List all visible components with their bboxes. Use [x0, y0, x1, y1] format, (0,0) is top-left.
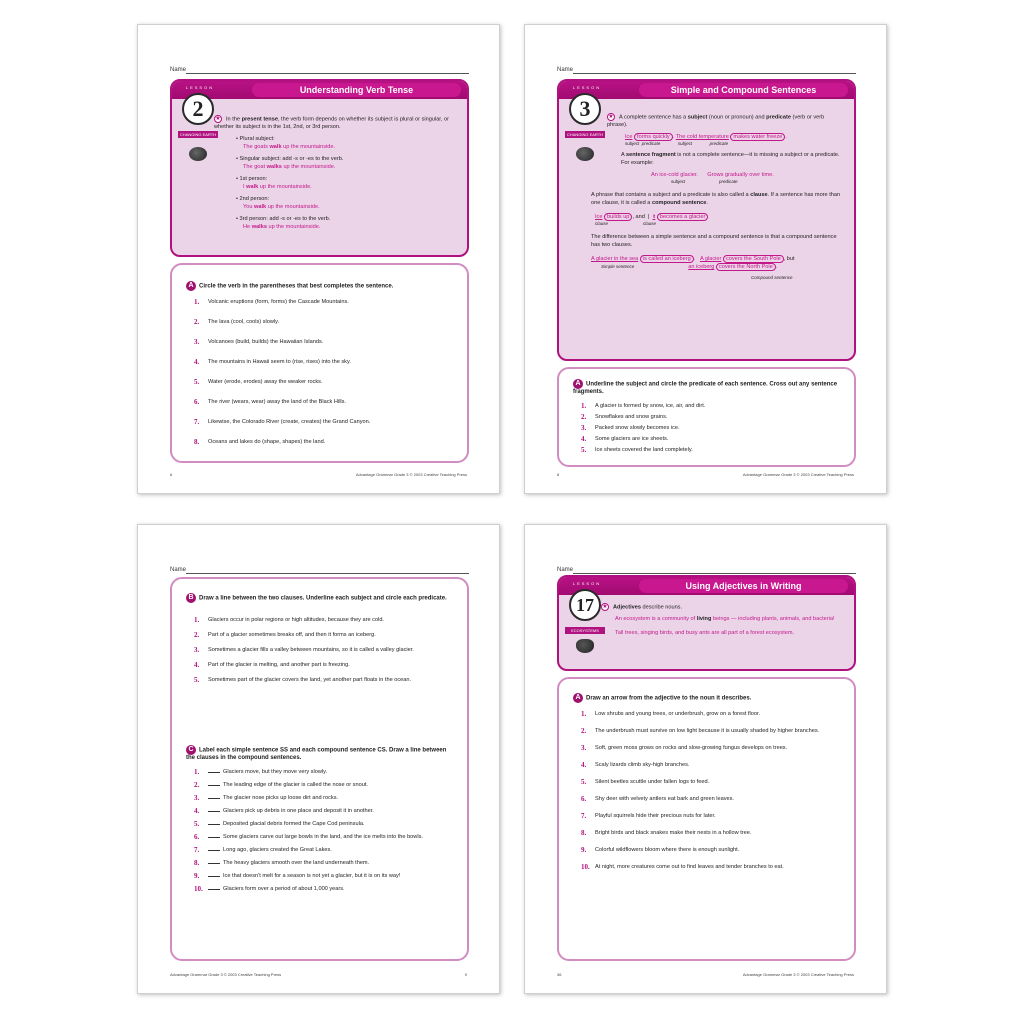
name-label: Name: [170, 67, 187, 73]
activity-a-panel: [557, 367, 856, 467]
exercise-list-c: [194, 769, 455, 899]
activity-bc-panel: [170, 577, 469, 961]
exercise-item: [194, 847, 455, 854]
activity-letter: A: [186, 281, 196, 291]
simple-compound-example: A glacier in the sea is called an iceberg . A glacier covers the South Pole , but: [591, 256, 795, 263]
item-number: 9.: [194, 872, 200, 880]
exercise-item: [194, 873, 455, 880]
exercise-item: [581, 745, 842, 752]
name-line: [186, 573, 469, 574]
item-number: 1.: [581, 402, 587, 410]
lesson-number: 2: [182, 93, 214, 125]
item-number: 4.: [581, 435, 587, 443]
item-text: Ice that doesn't melt for a season is not yet a glacier, but it is on its way!: [223, 873, 401, 879]
example-1-labels: subject predicate subject predicate: [625, 141, 729, 147]
lesson-subject: CHANGING EARTH: [566, 132, 604, 137]
rule-item: • Singular subject: add -s or -es to the verb. The goat walks up the mountainside.: [236, 156, 344, 171]
item-text: Soft, green moss grows on rocks and slow-growing fungus develops on trees.: [595, 745, 788, 751]
item-number: 4.: [194, 358, 200, 366]
exercise-item: [581, 830, 842, 837]
worksheet-page-sentences: [524, 24, 887, 494]
item-text: The underbrush must survive on low light because it is usually shaded by higher branches.: [595, 728, 820, 734]
name-label: Name: [557, 567, 574, 573]
lesson-title: Simple and Compound Sentences: [639, 83, 848, 97]
item-number: 3.: [581, 424, 587, 432]
item-number: 5.: [581, 778, 587, 786]
exercise-item: [581, 425, 842, 432]
lesson-header: [172, 81, 467, 99]
item-text: Part of a glacier sometimes breaks off, and then it forms an iceberg.: [208, 632, 376, 638]
exercise-item: [194, 808, 455, 815]
exercise-item: [194, 886, 455, 893]
item-text: Glaciers move, but they move very slowly.: [223, 769, 328, 775]
item-text: Long ago, glaciers created the Great Lakes.: [223, 847, 332, 853]
item-text: Oceans and lakes do (shape, shapes) the land.: [208, 439, 326, 445]
page-number: 36: [557, 972, 562, 977]
rule-item: • 1st person: I walk up the mountainside.: [236, 176, 312, 191]
item-number: 2.: [194, 631, 200, 639]
activity-letter: C: [186, 745, 196, 755]
item-text: Glaciers pick up debris in one place and deposit it in another.: [223, 808, 374, 814]
star-icon: ★: [215, 116, 221, 122]
item-number: 3.: [194, 646, 200, 654]
item-number: 7.: [194, 418, 200, 426]
activity-a-panel: [557, 677, 856, 961]
page-number: 6: [170, 472, 173, 477]
exercise-item: [581, 436, 842, 443]
item-text: Scaly lizards climb sky-high branches.: [595, 762, 690, 768]
answer-blank[interactable]: [208, 772, 220, 773]
item-text: Part of the glacier is melting, and another part is freezing.: [208, 662, 350, 668]
item-number: 2.: [581, 413, 587, 421]
item-number: 5.: [581, 446, 587, 454]
activity-letter: A: [573, 693, 583, 703]
item-text: Glaciers form over a period of about 1,000 years.: [223, 886, 345, 892]
exercise-item: [194, 632, 455, 639]
exercise-item: [194, 782, 455, 789]
item-number: 9.: [581, 846, 587, 854]
clause-example: Ice builds up , and | it becomes a glacier: [595, 213, 846, 221]
exercise-item: [194, 399, 455, 406]
item-number: 10.: [581, 863, 590, 871]
answer-blank[interactable]: [208, 876, 220, 877]
example-2: Tall trees, singing birds, and busy ants are all part of a forest ecosystem.: [615, 630, 795, 637]
item-text: The glacier nose picks up loose dirt and rocks.: [223, 795, 339, 801]
item-number: 2.: [581, 727, 587, 735]
name-line: [186, 73, 469, 74]
exercise-item: [194, 647, 455, 654]
exercise-item: [581, 779, 842, 786]
item-text: Snowflakes and snow grains.: [595, 414, 668, 420]
exercise-item: [581, 762, 842, 769]
item-number: 1.: [194, 298, 200, 306]
footer-credit: Advantage Grammar Grade 3 © 2003 Creative Teaching Press: [170, 972, 282, 977]
activity-instruction: A Draw an arrow from the adjective to the noun it describes.: [573, 693, 842, 703]
item-number: 8.: [194, 438, 200, 446]
exercise-item: [194, 299, 455, 306]
star-icon: ★: [608, 114, 614, 120]
exercise-item: [194, 379, 455, 386]
exercise-list: [581, 711, 842, 881]
exercise-item: [194, 319, 455, 326]
answer-blank[interactable]: [208, 785, 220, 786]
item-text: Volcanoes (build, builds) the Hawaiian Islands.: [208, 339, 324, 345]
exercise-item: [194, 617, 455, 624]
exercise-item: [581, 711, 842, 718]
answer-blank[interactable]: [208, 850, 220, 851]
page-number: 8: [557, 472, 560, 477]
item-number: 7.: [581, 812, 587, 820]
exercise-item: [194, 359, 455, 366]
item-text: At night, more creatures come out to find leaves and tender branches to eat.: [595, 864, 784, 870]
footer-credit: Advantage Grammar Grade 3 © 2003 Creative Teaching Press: [355, 472, 467, 477]
activity-letter: A: [573, 379, 583, 389]
rule-item: • Plural subject: The goats walk up the mountainside.: [236, 136, 336, 151]
item-number: 6.: [194, 398, 200, 406]
rules-list: [236, 135, 459, 231]
exercise-item: [581, 813, 842, 820]
item-text: Colorful wildflowers bloom where there is enough sunlight.: [595, 847, 740, 853]
answer-blank[interactable]: [208, 824, 220, 825]
exercise-item: [194, 795, 455, 802]
activity-a-panel: [170, 263, 469, 463]
item-number: 10.: [194, 885, 203, 893]
item-text: Sometimes part of the glacier covers the land, yet another part floats in the ocean.: [208, 677, 412, 683]
exercise-item: [194, 339, 455, 346]
name-line: [573, 73, 856, 74]
worksheet-page-verb-tense: [137, 24, 500, 494]
item-text: The lava (cool, cools) slowly.: [208, 319, 280, 325]
item-number: 1.: [194, 616, 200, 624]
globe-icon: [189, 147, 207, 161]
item-number: 1.: [194, 768, 200, 776]
star-icon: ★: [602, 604, 608, 610]
answer-blank[interactable]: [208, 798, 220, 799]
paragraph-4: The difference between a simple sentence and a compound sentence is that a compound sentence has two clauses.: [591, 234, 837, 249]
item-text: Low shrubs and young trees, or underbrush, grow on a forest floor.: [595, 711, 761, 717]
lesson-header: [559, 81, 854, 99]
rule-item: • 3rd person: add -s or -es to the verb. He walks up the mountainside.: [236, 216, 331, 231]
exercise-item: [194, 439, 455, 446]
compound-label: Compound sentence: [751, 275, 793, 281]
name-line: [573, 573, 856, 574]
item-text: The leading edge of the glacier is called the nose or snout.: [223, 782, 368, 788]
paragraph-1: ★ A complete sentence has a subject (noun or pronoun) and predicate (verb or verb phrase).: [607, 114, 825, 129]
item-text: The heavy glaciers smooth over the land underneath them.: [223, 860, 370, 866]
item-text: Some glaciers are ice sheets.: [595, 436, 669, 442]
exercise-item: [581, 796, 842, 803]
activity-b-instruction: B Draw a line between the two clauses. Underline each subject and circle each predicate.: [186, 593, 455, 603]
lesson-title: Using Adjectives in Writing: [639, 579, 848, 593]
exercise-list-b: [194, 617, 455, 692]
item-text: Shy deer with velvety antlers eat bark and green leaves.: [595, 796, 734, 802]
item-text: Glaciers occur in polar regions or high altitudes, because they are cold.: [208, 617, 384, 623]
answer-blank[interactable]: [208, 889, 220, 890]
lesson-panel: [557, 575, 856, 671]
item-text: Playful squirrels hide their precious nuts for later.: [595, 813, 716, 819]
frog-icon: [576, 639, 594, 653]
activity-instruction: A Circle the verb in the parentheses that best completes the sentence.: [186, 281, 455, 291]
exercise-item: [194, 662, 455, 669]
exercise-item: [581, 728, 842, 735]
item-text: The river (wears, wear) away the land of the Black Hills.: [208, 399, 347, 405]
item-number: 4.: [194, 661, 200, 669]
globe-icon: [576, 147, 594, 161]
answer-blank[interactable]: [208, 811, 220, 812]
answer-blank[interactable]: [208, 863, 220, 864]
item-number: 4.: [581, 761, 587, 769]
example-1: An ecosystem is a community of living beings — including plants, animals, and bacteria!: [615, 616, 835, 623]
paragraph-3: A phrase that contains a subject and a predicate is also called a clause. If a sentence has more than one clause, it is called a compound sentence.: [591, 192, 841, 207]
lesson-header: [559, 577, 854, 595]
exercise-list: [194, 299, 455, 459]
exercise-item: [581, 864, 842, 871]
compound-example-line-2: Simple sentence an iceberg covers the North Pole .: [601, 264, 778, 271]
item-text: Packed snow slowly becomes ice.: [595, 425, 680, 431]
intro-paragraph: ★ In the present tense, the verb form depends on whether its subject is plural or singular, or whether its subject is in the 1st, 2nd, or 3rd person.: [214, 116, 449, 131]
lesson-tag: LESSON: [572, 85, 602, 90]
exercise-item: [581, 403, 842, 410]
clause-labels: clause clause: [595, 221, 657, 227]
exercise-item: [581, 847, 842, 854]
lesson-tag: LESSON: [185, 85, 215, 90]
item-text: Likewise, the Colorado River (create, creates) the Grand Canyon.: [208, 419, 371, 425]
item-number: 5.: [194, 820, 200, 828]
exercise-item: [194, 419, 455, 426]
activity-c-instruction: C Label each simple sentence SS and each compound sentence CS. Draw a line between the clauses in the compound sentences.: [186, 746, 447, 761]
page-number: 9: [464, 972, 467, 977]
item-number: 1.: [581, 710, 587, 718]
item-number: 4.: [194, 807, 200, 815]
item-number: 2.: [194, 318, 200, 326]
item-number: 3.: [581, 744, 587, 752]
item-number: 5.: [194, 378, 200, 386]
exercise-list: [581, 403, 842, 458]
item-number: 6.: [194, 833, 200, 841]
item-text: Sometimes a glacier fills a valley between mountains, so it is called a valley glacier.: [208, 647, 414, 653]
exercise-item: [194, 677, 455, 684]
exercise-item: [194, 769, 455, 776]
lesson-subject: CHANGING EARTH: [179, 132, 217, 137]
item-text: Water (erode, erodes) away the weaker rocks.: [208, 379, 323, 385]
rule-item: • 2nd person: You walk up the mountainside.: [236, 196, 320, 211]
lesson-title: Understanding Verb Tense: [252, 83, 461, 97]
exercise-item: [194, 860, 455, 867]
answer-blank[interactable]: [208, 837, 220, 838]
item-text: Ice sheets covered the land completely.: [595, 447, 693, 453]
item-number: 5.: [194, 676, 200, 684]
item-text: The mountains in Hawaii seem to (rise, rises) into the sky.: [208, 359, 351, 365]
item-number: 3.: [194, 794, 200, 802]
definition: ★ Adjectives describe nouns.: [602, 604, 683, 611]
worksheet-page-adjectives: [524, 524, 887, 994]
exercise-item: [581, 447, 842, 454]
fragment-labels: subject predicate: [671, 179, 738, 185]
item-text: Some glaciers carve out large bowls in the land, and the ice melts into the bowls.: [223, 834, 423, 840]
item-text: Bright birds and black snakes make their nests in a hollow tree.: [595, 830, 752, 836]
exercise-item: [581, 414, 842, 421]
item-number: 8.: [581, 829, 587, 837]
example-1: Ice forms quickly . The cold temperature makes water freeze .: [625, 134, 787, 141]
item-text: Volcanic eruptions (form, forms) the Cascade Mountains.: [208, 299, 349, 305]
activity-instruction: A Underline the subject and circle the predicate of each sentence. Cross out any sentence fragments.: [573, 380, 838, 395]
exercise-item: [194, 821, 455, 828]
worksheet-page-clauses: [137, 524, 500, 994]
item-number: 2.: [194, 781, 200, 789]
lesson-panel: [170, 79, 469, 257]
lesson-text: [602, 603, 846, 637]
lesson-text: [214, 115, 459, 235]
item-number: 8.: [194, 859, 200, 867]
lesson-number: 17: [569, 589, 601, 621]
item-number: 3.: [194, 338, 200, 346]
lesson-tag: LESSON: [572, 581, 602, 586]
fragment-examples: An ice-cold glacier. Grows gradually over time.: [651, 172, 774, 179]
lesson-subject: ECOSYSTEMS: [565, 627, 605, 634]
lesson-text: [591, 113, 846, 282]
item-text: A glacier is formed by snow, ice, air, and dirt.: [595, 403, 706, 409]
item-number: 7.: [194, 846, 200, 854]
footer-credit: Advantage Grammar Grade 3 © 2003 Creative Teaching Press: [742, 472, 854, 477]
activity-letter: B: [186, 593, 196, 603]
name-label: Name: [170, 567, 187, 573]
name-label: Name: [557, 67, 574, 73]
footer-credit: Advantage Grammar Grade 3 © 2003 Creative Teaching Press: [742, 972, 854, 977]
item-text: Silent beetles scuttle under fallen logs to feed.: [595, 779, 710, 785]
lesson-panel: [557, 79, 856, 361]
item-text: Deposited glacial debris formed the Cape Cod peninsula.: [223, 821, 365, 827]
paragraph-2: A sentence fragment is not a complete sentence—it is missing a subject or a predicate. For example:: [621, 152, 840, 167]
item-number: 6.: [581, 795, 587, 803]
lesson-number: 3: [569, 93, 601, 125]
exercise-item: [194, 834, 455, 841]
